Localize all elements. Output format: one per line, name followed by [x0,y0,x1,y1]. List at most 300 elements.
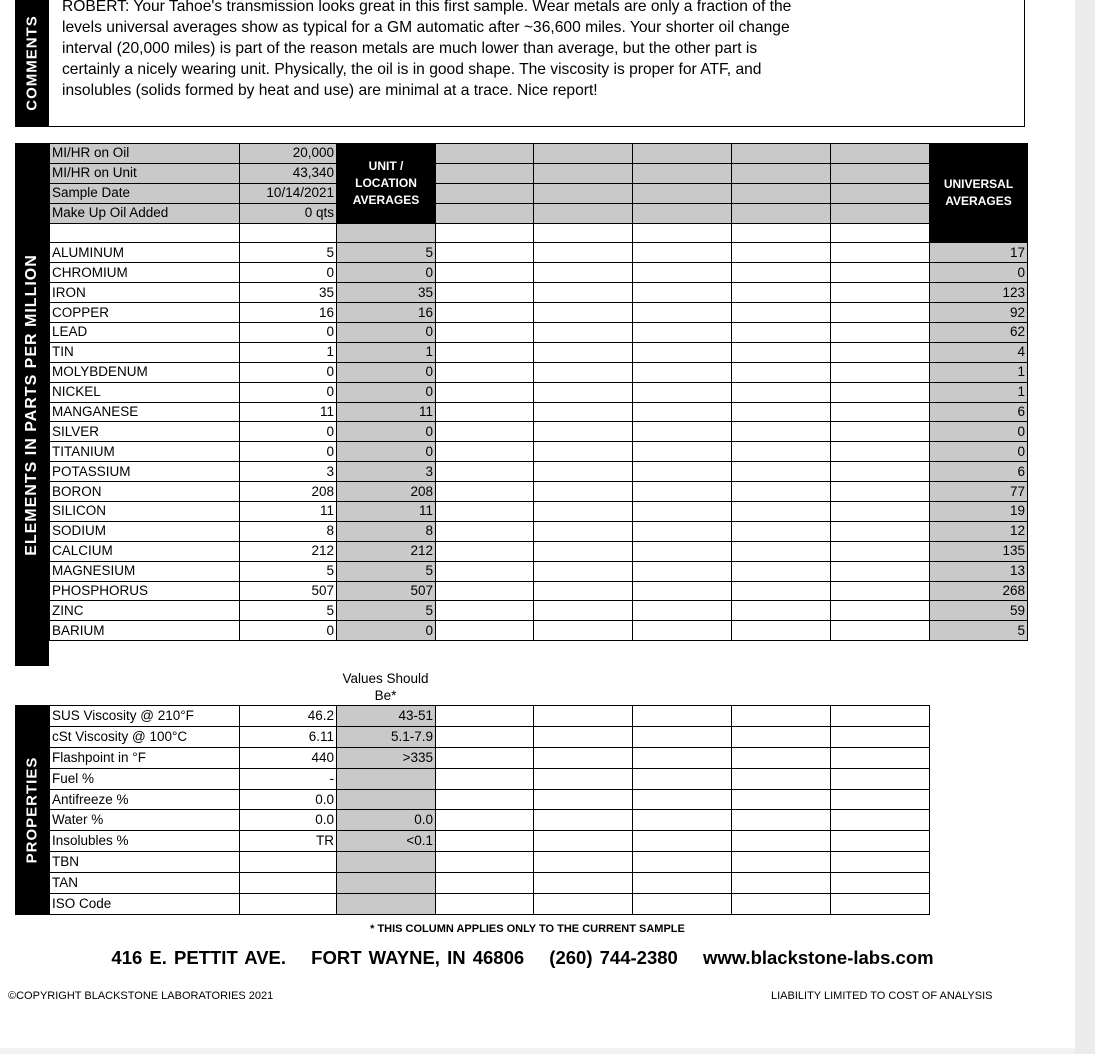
empty-sample-cell [633,810,732,831]
property-row [50,831,930,852]
element-row [50,323,1028,343]
comments-text [62,0,1012,101]
element-universal-average: 77 [930,482,1028,502]
empty-sample-cell [732,362,831,382]
empty-sample-cell [534,831,633,852]
property-row [50,747,930,768]
elements-band [15,143,49,666]
empty-sample-cell [732,442,831,462]
empty-sample-cell [633,263,732,283]
empty-sample-cell [732,706,831,727]
empty-sample-cell [831,183,930,203]
element-universal-average: 0 [930,422,1028,442]
empty-sample-cell [633,362,732,382]
element-name: LEAD [50,323,240,343]
empty-sample-cell [534,183,633,203]
element-unit-average: 0 [337,263,436,283]
element-row [50,462,1028,482]
property-should-be [337,789,436,810]
empty-sample-cell [831,706,930,727]
element-name: IRON [50,283,240,303]
element-row [50,601,1028,621]
element-row [50,541,1028,561]
element-name: BARIUM [50,621,240,641]
property-should-be [337,768,436,789]
element-row [50,581,1028,601]
empty-sample-cell [732,323,831,343]
empty-sample-cell [534,442,633,462]
element-name: CALCIUM [50,541,240,561]
empty-sample-cell [831,362,930,382]
empty-sample-cell [831,621,930,641]
spacer-cell [436,223,534,243]
sample-info-value: 0 qts [240,203,337,223]
vertical-scrollbar[interactable] [1075,0,1095,1054]
element-value: 1 [240,342,337,362]
element-unit-average: 0 [337,442,436,462]
empty-sample-cell [831,243,930,263]
elements-table [49,143,1028,641]
empty-sample-cell [534,706,633,727]
empty-sample-cell [534,402,633,422]
element-unit-average: 212 [337,541,436,561]
element-name: SILVER [50,422,240,442]
element-value: 0 [240,382,337,402]
element-unit-average: 5 [337,243,436,263]
empty-sample-cell [633,726,732,747]
empty-sample-cell [831,462,930,482]
empty-sample-cell [534,342,633,362]
sample-info-row [50,144,1028,164]
element-universal-average: 19 [930,502,1028,522]
elements-label: ELEMENTS IN PARTS PER MILLION [23,253,40,556]
empty-sample-cell [436,342,534,362]
bottom-edge [0,1048,1075,1054]
element-name: CHROMIUM [50,263,240,283]
empty-sample-cell [633,894,732,915]
property-name: Fuel % [50,768,240,789]
element-universal-average: 1 [930,382,1028,402]
empty-sample-cell [534,502,633,522]
element-value: 0 [240,323,337,343]
empty-sample-cell [534,243,633,263]
property-name: Antifreeze % [50,789,240,810]
sample-info-label: MI/HR on Unit [50,163,240,183]
empty-sample-cell [732,263,831,283]
empty-sample-cell [534,810,633,831]
empty-sample-cell [534,144,633,164]
empty-sample-cell [831,521,930,541]
empty-sample-cell [633,283,732,303]
empty-sample-cell [732,183,831,203]
street-address: 416 E. PETTIT AVE. [111,947,287,968]
empty-sample-cell [436,706,534,727]
empty-sample-cell [436,482,534,502]
empty-sample-cell [831,402,930,422]
empty-sample-cell [633,502,732,522]
properties-table [49,705,930,915]
empty-sample-cell [831,342,930,362]
empty-sample-cell [436,283,534,303]
spacer-cell [50,223,240,243]
empty-sample-cell [534,263,633,283]
empty-sample-cell [633,561,732,581]
empty-sample-cell [633,462,732,482]
element-name: MANGANESE [50,402,240,422]
empty-sample-cell [831,768,930,789]
empty-sample-cell [633,581,732,601]
element-value: 35 [240,283,337,303]
empty-sample-cell [436,442,534,462]
element-unit-average: 16 [337,303,436,323]
empty-sample-cell [534,601,633,621]
comments-band [15,0,49,127]
element-unit-average: 1 [337,342,436,362]
element-name: POTASSIUM [50,462,240,482]
element-unit-average: 507 [337,581,436,601]
element-unit-average: 0 [337,422,436,442]
property-should-be: 0.0 [337,810,436,831]
element-row [50,442,1028,462]
empty-sample-cell [732,502,831,522]
element-row [50,243,1028,263]
empty-sample-cell [732,601,831,621]
empty-sample-cell [633,601,732,621]
element-value: 212 [240,541,337,561]
property-name: Water % [50,810,240,831]
empty-sample-cell [831,203,930,223]
empty-sample-cell [732,581,831,601]
empty-sample-cell [831,852,930,873]
element-row [50,402,1028,422]
property-name: SUS Viscosity @ 210°F [50,706,240,727]
element-row [50,263,1028,283]
empty-sample-cell [732,382,831,402]
spacer-cell [732,223,831,243]
element-unit-average: 5 [337,561,436,581]
empty-sample-cell [831,163,930,183]
empty-sample-cell [831,422,930,442]
element-row [50,621,1028,641]
element-value: 3 [240,462,337,482]
empty-sample-cell [534,561,633,581]
element-universal-average: 59 [930,601,1028,621]
empty-sample-cell [831,482,930,502]
property-should-be [337,873,436,894]
empty-sample-cell [732,768,831,789]
copyright-notice: ©COPYRIGHT BLACKSTONE LABORATORIES 2021 [8,990,274,1002]
empty-sample-cell [633,303,732,323]
empty-sample-cell [633,747,732,768]
property-value [240,894,337,915]
property-name: Flashpoint in °F [50,747,240,768]
comment-line: ROBERT: Your Tahoe's transmission looks great in this first sample. Wear metals are only a fraction of the [62,0,792,15]
city-address: FORT WAYNE, IN 46806 [311,947,525,968]
element-unit-average: 11 [337,402,436,422]
empty-sample-cell [534,462,633,482]
empty-sample-cell [534,541,633,561]
property-should-be: 43-51 [337,706,436,727]
comment-line: certainly a nicely wearing unit. Physically, the oil is in good shape. The viscosity is proper for ATF, and [62,61,762,78]
footnote: * THIS COLUMN APPLIES ONLY TO THE CURRENT SAMPLE [370,923,685,935]
property-value: TR [240,831,337,852]
empty-sample-cell [831,382,930,402]
element-name: TIN [50,342,240,362]
empty-sample-cell [732,203,831,223]
element-value: 507 [240,581,337,601]
empty-sample-cell [534,768,633,789]
comment-line: interval (20,000 miles) is part of the reason metals are much lower than average, but the other part is [62,40,758,57]
sample-info-value: 43,340 [240,163,337,183]
element-universal-average: 5 [930,621,1028,641]
empty-sample-cell [633,402,732,422]
empty-sample-cell [831,303,930,323]
empty-sample-cell [436,422,534,442]
spacer-cell [337,223,436,243]
spacer-cell [633,223,732,243]
empty-sample-cell [732,303,831,323]
element-universal-average: 1 [930,362,1028,382]
empty-sample-cell [534,283,633,303]
element-value: 5 [240,601,337,621]
empty-sample-cell [436,561,534,581]
property-row [50,873,930,894]
empty-sample-cell [633,768,732,789]
property-name: Insolubles % [50,831,240,852]
element-value: 11 [240,502,337,522]
property-value: 46.2 [240,706,337,727]
element-value: 5 [240,243,337,263]
empty-sample-cell [831,561,930,581]
property-value: - [240,768,337,789]
element-name: TITANIUM [50,442,240,462]
empty-sample-cell [732,831,831,852]
property-name: cSt Viscosity @ 100°C [50,726,240,747]
empty-sample-cell [732,621,831,641]
spacer-cell [240,223,337,243]
empty-sample-cell [732,852,831,873]
empty-sample-cell [534,726,633,747]
empty-sample-cell [732,342,831,362]
empty-sample-cell [534,581,633,601]
empty-sample-cell [732,163,831,183]
element-value: 11 [240,402,337,422]
empty-sample-cell [436,163,534,183]
element-universal-average: 0 [930,263,1028,283]
element-row [50,521,1028,541]
empty-sample-cell [633,541,732,561]
empty-sample-cell [633,873,732,894]
property-value: 0.0 [240,810,337,831]
empty-sample-cell [436,462,534,482]
property-value: 440 [240,747,337,768]
empty-sample-cell [633,621,732,641]
element-universal-average: 268 [930,581,1028,601]
element-name: SILICON [50,502,240,522]
empty-sample-cell [732,561,831,581]
comment-line: levels universal averages show as typical for a GM automatic after ~36,600 miles. Your shorter oil change [62,19,790,36]
element-row [50,382,1028,402]
element-value: 0 [240,362,337,382]
element-unit-average: 0 [337,382,436,402]
empty-sample-cell [436,203,534,223]
empty-sample-cell [831,263,930,283]
empty-sample-cell [633,442,732,462]
empty-sample-cell [633,203,732,223]
empty-sample-cell [534,789,633,810]
empty-sample-cell [732,283,831,303]
element-row [50,482,1028,502]
empty-sample-cell [436,789,534,810]
property-row [50,789,930,810]
empty-sample-cell [732,726,831,747]
element-universal-average: 0 [930,442,1028,462]
property-should-be: 5.1-7.9 [337,726,436,747]
property-row [50,894,930,915]
sample-info-label: Sample Date [50,183,240,203]
property-should-be [337,852,436,873]
element-value: 8 [240,521,337,541]
element-universal-average: 123 [930,283,1028,303]
empty-sample-cell [633,831,732,852]
empty-sample-cell [534,323,633,343]
property-row [50,726,930,747]
property-should-be: >335 [337,747,436,768]
empty-sample-cell [436,382,534,402]
element-unit-average: 3 [337,462,436,482]
empty-sample-cell [831,831,930,852]
empty-sample-cell [831,283,930,303]
empty-sample-cell [534,873,633,894]
empty-sample-cell [436,747,534,768]
sample-info-row [50,163,1028,183]
element-unit-average: 0 [337,362,436,382]
empty-sample-cell [436,303,534,323]
empty-sample-cell [436,894,534,915]
empty-sample-cell [534,303,633,323]
property-value: 6.11 [240,726,337,747]
empty-sample-cell [436,402,534,422]
values-should-be-header: Values Should Be* [342,671,429,703]
empty-sample-cell [831,726,930,747]
property-should-be [337,894,436,915]
property-name: TAN [50,873,240,894]
empty-sample-cell [534,203,633,223]
property-value [240,852,337,873]
element-universal-average: 12 [930,521,1028,541]
element-value: 5 [240,561,337,581]
empty-sample-cell [436,726,534,747]
empty-sample-cell [436,144,534,164]
spacer-cell [534,223,633,243]
empty-sample-cell [732,144,831,164]
element-name: NICKEL [50,382,240,402]
empty-sample-cell [436,521,534,541]
empty-sample-cell [534,163,633,183]
empty-sample-cell [436,831,534,852]
empty-sample-cell [633,706,732,727]
element-unit-average: 208 [337,482,436,502]
element-unit-average: 11 [337,502,436,522]
empty-sample-cell [534,521,633,541]
sample-info-value: 20,000 [240,144,337,164]
empty-sample-cell [732,747,831,768]
element-value: 0 [240,422,337,442]
empty-sample-cell [732,810,831,831]
unit-location-averages-header: UNIT / LOCATION AVERAGES [337,144,436,224]
element-row [50,342,1028,362]
lab-address [0,947,1045,969]
sample-info-row [50,203,1028,223]
empty-sample-cell [633,144,732,164]
properties-label: PROPERTIES [23,756,41,864]
element-row [50,561,1028,581]
empty-sample-cell [633,482,732,502]
property-value: 0.0 [240,789,337,810]
website-link[interactable]: www.blackstone-labs.com [702,947,934,968]
empty-sample-cell [831,810,930,831]
property-row [50,810,930,831]
property-name: ISO Code [50,894,240,915]
empty-sample-cell [436,323,534,343]
empty-sample-cell [831,323,930,343]
empty-sample-cell [831,789,930,810]
element-name: COPPER [50,303,240,323]
property-should-be: <0.1 [337,831,436,852]
empty-sample-cell [831,581,930,601]
empty-sample-cell [831,601,930,621]
element-value: 208 [240,482,337,502]
element-unit-average: 8 [337,521,436,541]
empty-sample-cell [831,541,930,561]
empty-sample-cell [831,442,930,462]
empty-sample-cell [732,894,831,915]
element-unit-average: 5 [337,601,436,621]
element-row [50,502,1028,522]
empty-sample-cell [534,482,633,502]
element-universal-average: 92 [930,303,1028,323]
element-universal-average: 135 [930,541,1028,561]
sample-info-label: Make Up Oil Added [50,203,240,223]
element-value: 16 [240,303,337,323]
empty-sample-cell [732,789,831,810]
empty-sample-cell [436,243,534,263]
liability-notice: LIABILITY LIMITED TO COST OF ANALYSIS [771,990,993,1002]
comment-line: insolubles (solids formed by heat and use) are minimal at a trace. Nice report! [62,82,598,99]
element-unit-average: 35 [337,283,436,303]
empty-sample-cell [436,581,534,601]
element-universal-average: 4 [930,342,1028,362]
empty-sample-cell [633,323,732,343]
empty-sample-cell [831,894,930,915]
sample-info-row [50,183,1028,203]
element-value: 0 [240,621,337,641]
empty-sample-cell [732,541,831,561]
element-universal-average: 62 [930,323,1028,343]
comments-label: COMMENTS [23,14,41,111]
element-name: MAGNESIUM [50,561,240,581]
element-name: ALUMINUM [50,243,240,263]
element-row [50,283,1028,303]
empty-sample-cell [436,621,534,641]
empty-sample-cell [633,183,732,203]
empty-sample-cell [633,382,732,402]
empty-sample-cell [633,521,732,541]
empty-sample-cell [831,873,930,894]
element-row [50,362,1028,382]
element-name: SODIUM [50,521,240,541]
empty-sample-cell [436,601,534,621]
